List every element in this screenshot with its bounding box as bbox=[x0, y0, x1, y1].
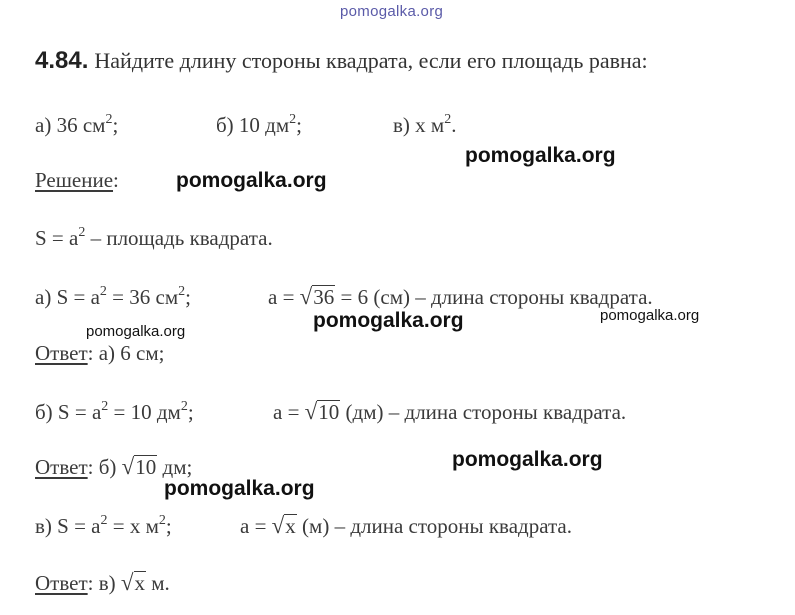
area-formula bbox=[35, 225, 273, 251]
sqrt-36 bbox=[300, 284, 336, 310]
sqrt-x-answer bbox=[121, 570, 146, 596]
sqrt-10 bbox=[305, 399, 341, 425]
watermark-3: pomogalka.org bbox=[86, 323, 186, 340]
part-a-equation bbox=[35, 284, 191, 310]
part-b-side bbox=[273, 399, 626, 425]
part-b-eq-exp2: 2 bbox=[180, 399, 188, 414]
area-formula-pre: S = a bbox=[35, 226, 79, 250]
area-formula-post: – площадь квадрата. bbox=[85, 226, 273, 250]
part-b-eq-mid: = 10 дм bbox=[108, 400, 181, 424]
part-b-answer-radicand: 10 bbox=[135, 455, 157, 479]
part-a-answer bbox=[35, 340, 164, 366]
part-c-answer-label: Ответ bbox=[35, 571, 88, 595]
watermark-2: pomogalka.org bbox=[176, 169, 327, 192]
part-c-answer bbox=[35, 570, 170, 596]
radical-sign-icon: √ bbox=[121, 454, 135, 479]
part-a-side-post: = 6 (см) – длина стороны квадрата. bbox=[335, 285, 653, 309]
option-c bbox=[393, 112, 456, 138]
part-c-eq-exp: 2 bbox=[100, 513, 108, 528]
part-c-side-pre: a = bbox=[240, 514, 272, 538]
solution-heading-colon: : bbox=[113, 168, 119, 192]
part-a-eq-mid: = 36 см bbox=[106, 285, 179, 309]
part-c-eq-mid: = x м bbox=[107, 514, 159, 538]
solution-heading bbox=[35, 167, 119, 193]
option-a-tail: ; bbox=[112, 113, 119, 137]
part-c-eq-exp2: 2 bbox=[158, 513, 166, 528]
part-c-equation bbox=[35, 513, 172, 539]
option-c-label: в) x м bbox=[393, 113, 445, 137]
part-a-eq-exp2: 2 bbox=[178, 284, 186, 299]
option-c-tail: . bbox=[451, 113, 457, 137]
part-c-eq-tail: ; bbox=[165, 514, 172, 538]
part-b-radicand: 10 bbox=[318, 400, 340, 424]
sqrt-10-answer bbox=[122, 454, 158, 480]
watermark-top: pomogalka.org bbox=[340, 3, 444, 20]
part-b-equation bbox=[35, 399, 194, 425]
option-a-exp: 2 bbox=[105, 112, 113, 127]
part-c-answer-pre: : в) bbox=[87, 571, 121, 595]
part-b-answer-label: Ответ bbox=[35, 455, 88, 479]
part-a-answer-label: Ответ bbox=[35, 341, 88, 365]
watermark-1: pomogalka.org bbox=[465, 144, 616, 167]
watermark-6: pomogalka.org bbox=[452, 448, 603, 471]
sqrt-x bbox=[272, 513, 297, 539]
part-c-answer-radicand: x bbox=[134, 571, 146, 595]
part-c-eq-pre: в) S = a bbox=[35, 514, 101, 538]
option-a bbox=[35, 112, 118, 138]
option-b-exp: 2 bbox=[289, 112, 297, 127]
part-c-radicand: x bbox=[285, 514, 296, 538]
option-b-tail: ; bbox=[296, 113, 302, 137]
part-a-eq-exp: 2 bbox=[99, 284, 107, 299]
option-c-exp: 2 bbox=[444, 112, 452, 127]
option-b bbox=[216, 112, 302, 138]
part-b-eq-tail: ; bbox=[187, 400, 194, 424]
part-b-eq-exp: 2 bbox=[101, 399, 109, 414]
radical-sign-icon: √ bbox=[299, 284, 313, 309]
watermark-7: pomogalka.org bbox=[164, 477, 315, 500]
problem-title bbox=[35, 48, 648, 74]
part-b-eq-pre: б) S = a bbox=[35, 400, 102, 424]
part-a-eq-tail: ; bbox=[185, 285, 191, 309]
part-c-side-post: (м) – длина стороны квадрата. bbox=[296, 514, 572, 538]
area-formula-exp: 2 bbox=[78, 225, 86, 240]
part-c-answer-post: м. bbox=[146, 571, 170, 595]
part-a-eq-pre: а) S = a bbox=[35, 285, 100, 309]
part-a-radicand: 36 bbox=[313, 285, 335, 309]
part-c-side bbox=[240, 513, 572, 539]
solution-heading-text: Решение bbox=[35, 168, 114, 192]
part-b-side-pre: a = bbox=[273, 400, 305, 424]
radical-sign-icon: √ bbox=[304, 399, 318, 424]
part-b-answer-pre: : б) bbox=[87, 455, 122, 479]
watermark-5: pomogalka.org bbox=[600, 307, 700, 324]
problem-text: Найдите длину стороны квадрата, если его площадь равна: bbox=[94, 48, 648, 73]
radical-sign-icon: √ bbox=[271, 513, 285, 538]
part-a-answer-text: : а) 6 см; bbox=[87, 341, 165, 365]
problem-number: 4.84. bbox=[35, 47, 89, 74]
option-b-label: б) 10 дм bbox=[216, 113, 290, 137]
watermark-4: pomogalka.org bbox=[313, 309, 464, 332]
part-b-side-post: (дм) – длина стороны квадрата. bbox=[340, 400, 627, 424]
radical-sign-icon: √ bbox=[120, 570, 134, 595]
part-a-side bbox=[268, 284, 653, 310]
part-a-side-pre: a = bbox=[268, 285, 300, 309]
part-b-answer-post: дм; bbox=[157, 455, 193, 479]
option-a-label: а) 36 см bbox=[35, 113, 106, 137]
